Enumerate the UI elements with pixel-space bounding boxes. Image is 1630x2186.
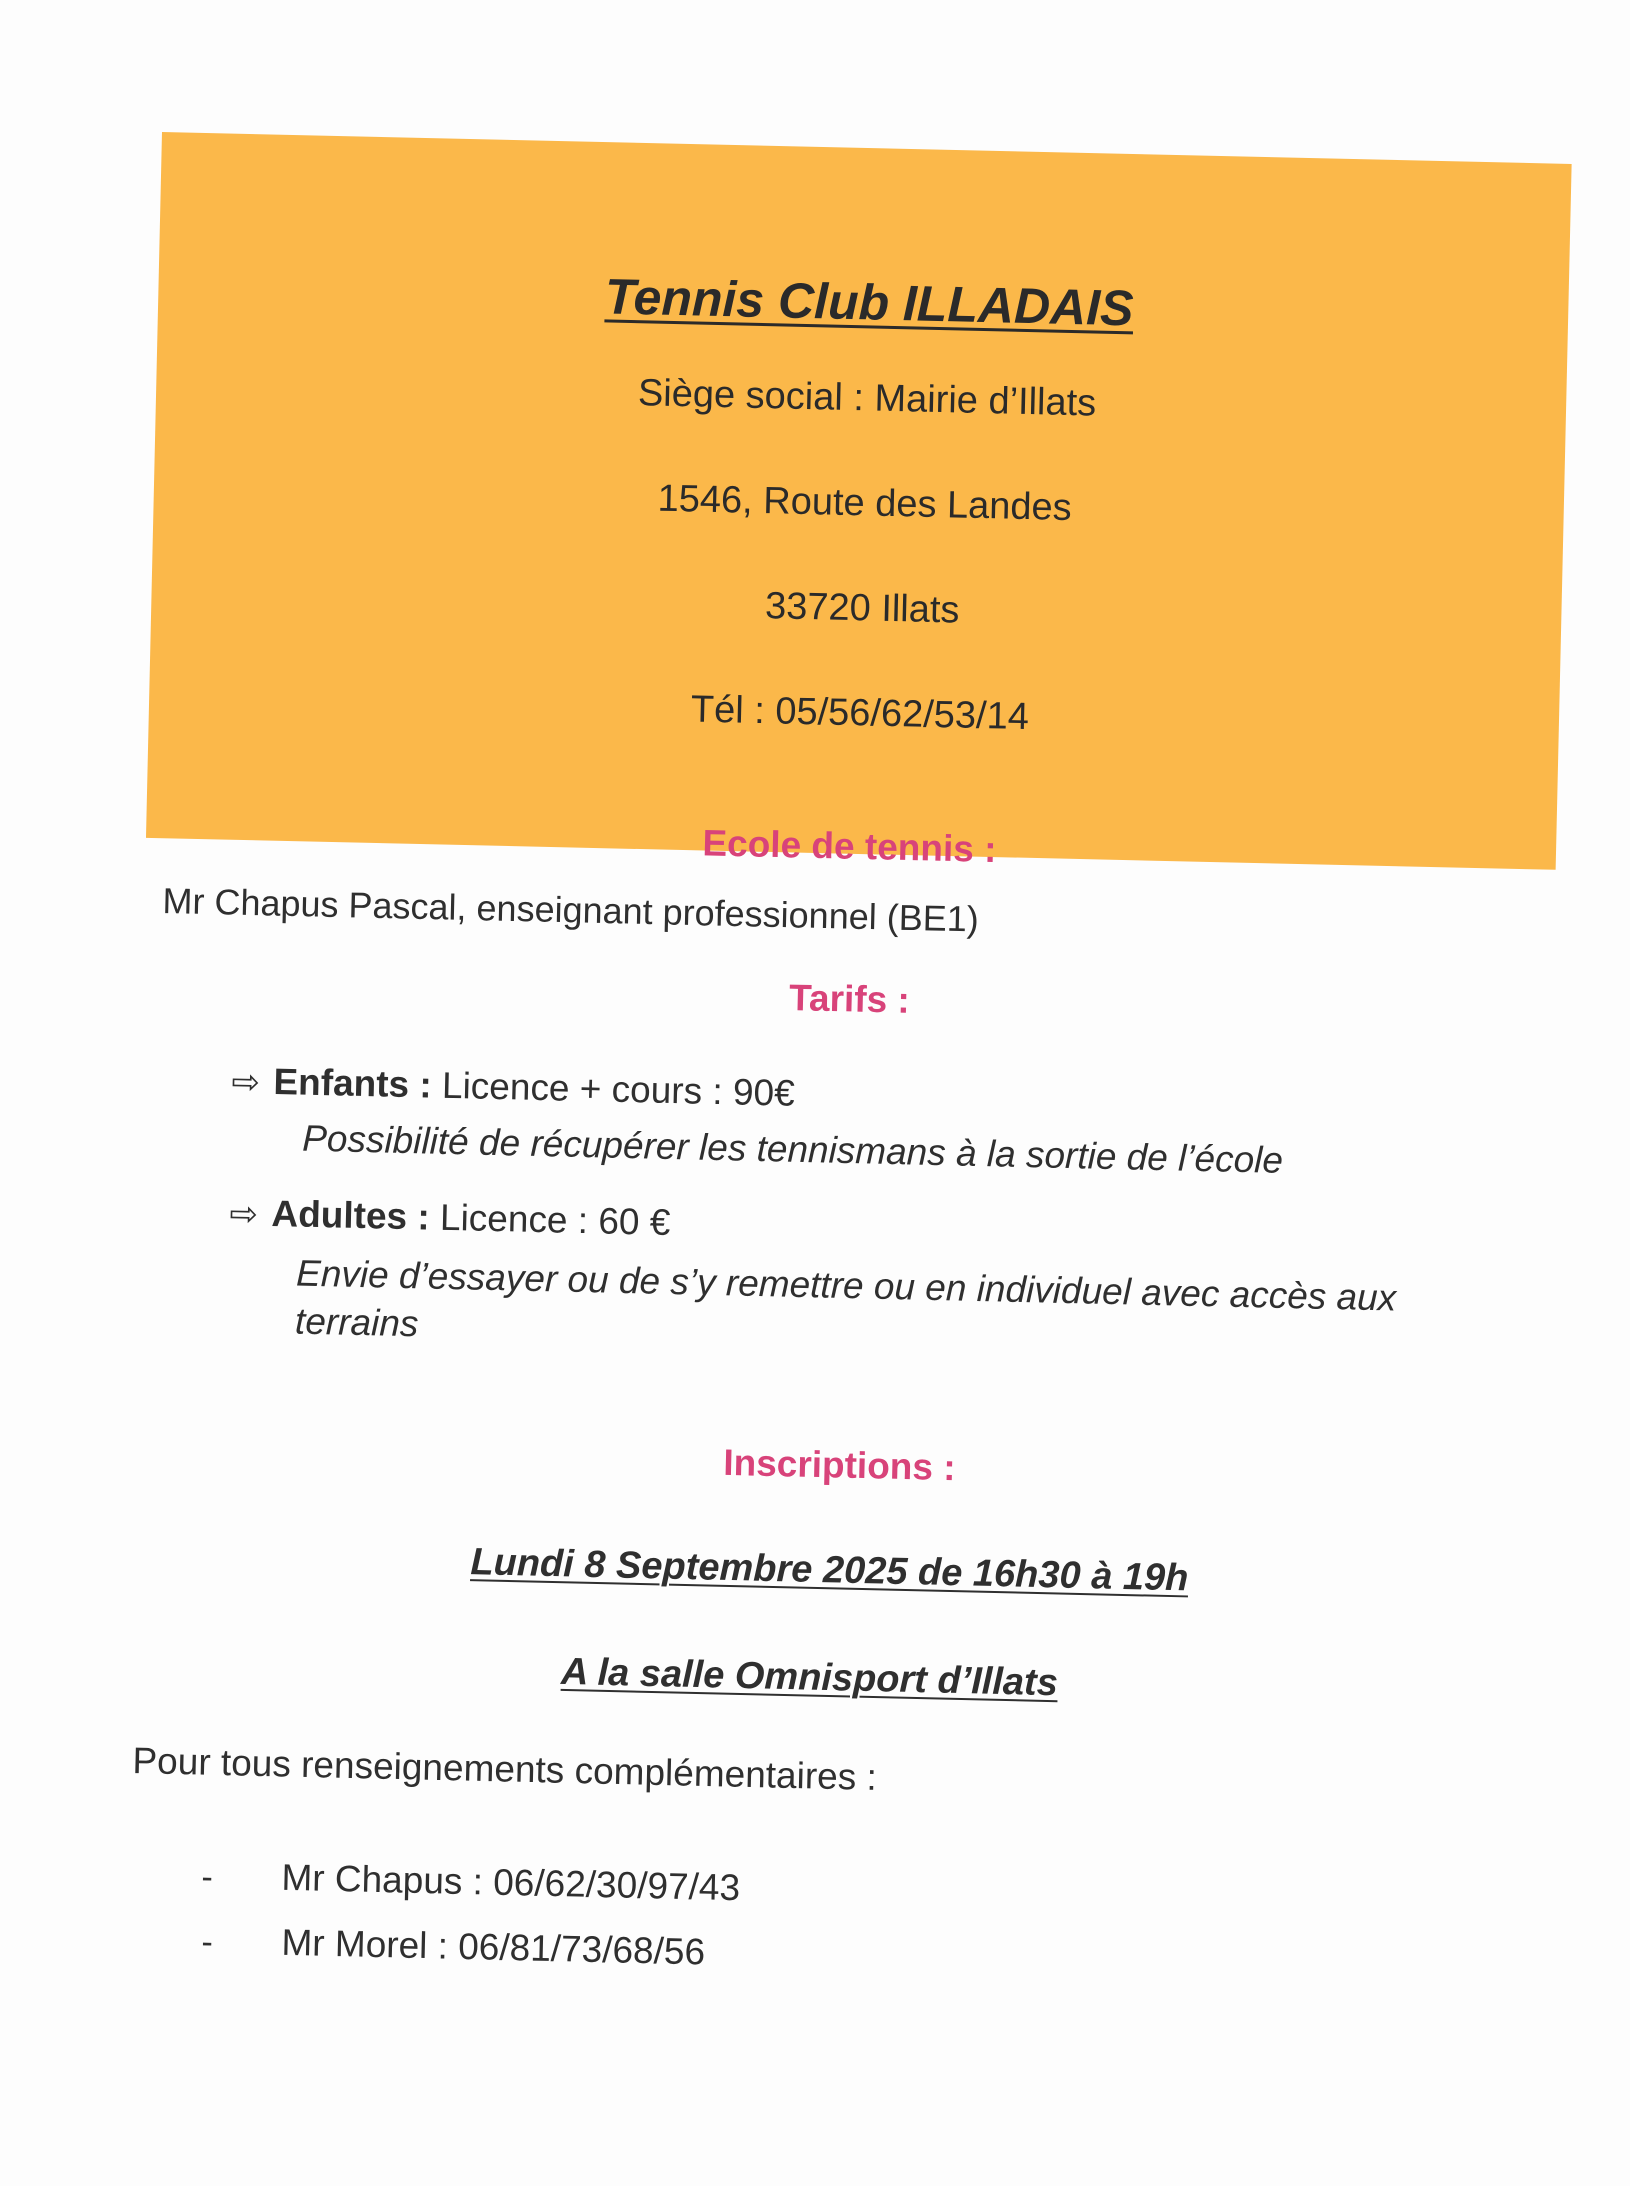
tarif-note: Possibilité de récupérer les tennismans à la sortie de l’école [301, 1117, 1284, 1181]
tarifs-heading: Tarifs : [788, 977, 911, 1021]
dash-bullet: - [201, 1857, 214, 1897]
arrow-bullet-icon: ⇨ [231, 1062, 261, 1102]
teacher-line: Mr Chapus Pascal, enseignant professionnel (BE1) [162, 880, 980, 940]
tarif-label: Adultes : [271, 1192, 431, 1238]
inscriptions-heading: Inscriptions : [722, 1441, 957, 1489]
tarif-note: Envie d’essayer ou de s’y remettre ou en individuel avec accès aux terrains [294, 1252, 1397, 1345]
contact-text: Mr Morel : 06/81/73/68/56 [281, 1921, 706, 1973]
phone-number: Tél : 05/56/62/53/14 [690, 688, 1030, 739]
arrow-bullet-icon: ⇨ [229, 1194, 259, 1234]
contact-text: Mr Chapus : 06/62/30/97/43 [281, 1856, 741, 1909]
city-postcode: 33720 Illats [764, 585, 960, 632]
club-title: Tennis Club ILLADAIS [604, 268, 1135, 337]
tarif-label: Enfants : [273, 1060, 433, 1106]
tarif-price: Licence : 60 € [429, 1196, 671, 1243]
inscription-date: Lundi 8 Septembre 2025 de 16h30 à 19h [469, 1541, 1189, 1600]
contact-item [201, 1920, 1102, 1982]
tarif-enfants [230, 1060, 1532, 1187]
ecole-heading: Ecole de tennis : [702, 822, 997, 870]
siege-social: Siège social : Mairie d’Illats [637, 372, 1097, 425]
contact-intro: Pour tous renseignements complémentaires : [132, 1740, 878, 1798]
inscription-place: A la salle Omnisport d’Illats [560, 1650, 1059, 1705]
tarif-price: Licence + cours : 90€ [431, 1064, 796, 1114]
header-content [488, 265, 1240, 806]
contact-item [201, 1855, 1102, 1917]
tarif-adultes [227, 1192, 1550, 1374]
street-address: 1546, Route des Landes [657, 477, 1073, 530]
dash-bullet: - [201, 1922, 214, 1962]
